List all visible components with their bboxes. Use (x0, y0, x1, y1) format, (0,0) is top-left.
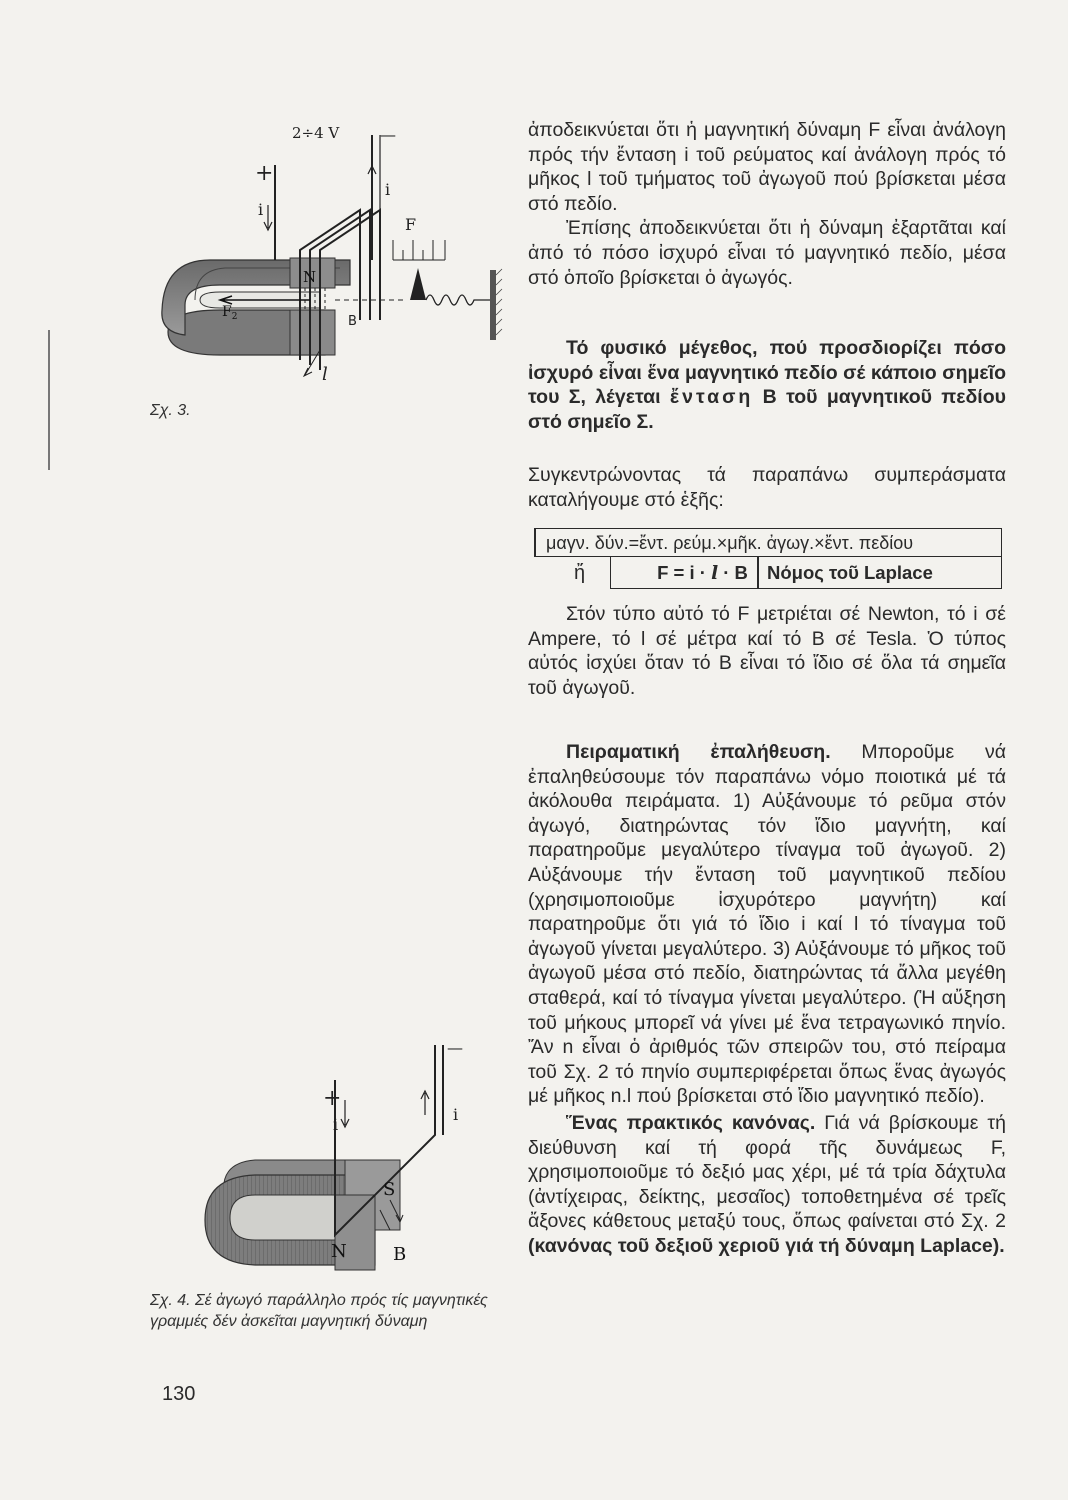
fig4-current-left: i (333, 1115, 339, 1134)
fig4-current-arrow-down (341, 1100, 349, 1127)
formula-box (534, 528, 1004, 590)
wall (490, 270, 496, 340)
rule-paragraph: Ἕνας πρακτικός κανόνας. Γιά νά βρίσκουμε τή διεύθυνση καί τή φορά τῆς δυνάμεως F, χρησιμοποιοῦμε τό δεξιό μας χέρι, μέ τά τρία δάχτυλα (ἀντίχειρας, δείκτης, μεσαῖος) τοποθετημένα σέ τρεῖς ἄξονες κάθετους μεταξύ τους, ὅπως φαίνεται στό Σχ. 2 (κανόνας τοῦ δεξιοῦ χεριοῦ γιά τή δύναμη Laplace). (528, 1111, 1006, 1257)
pointer (410, 268, 426, 300)
definition-block (528, 336, 1006, 434)
fig4-minus: — (447, 1038, 463, 1057)
pole-face-lower (290, 310, 335, 355)
fig3-current-left: i (258, 200, 264, 219)
balance-scale (393, 240, 445, 260)
rule-title: Ἕνας πρακτικός κανόνας. (566, 1111, 816, 1134)
fig3-voltage: 2÷4 V (292, 124, 340, 142)
definition-term: ἔνταση (669, 386, 754, 409)
units-paragraph: Στόν τύπο αὐτό τό F μετριέται σέ Newton, τό i σέ Ampere, τό l σέ μέτρα καί τό B σέ Tesla. Ὁ τύπος αὐτός ἰσχύει ὅταν τό B εἶναι τό ἴδιο σέ ὅλα τά σημεῖα τοῦ ἀγωγοῦ. (528, 603, 1006, 699)
fig3-force-label: F (405, 215, 417, 234)
fig4-field-b: B (393, 1244, 407, 1265)
paragraph-field-dependence: Ἐπίσης ἀποδεικνύεται ὅτι ἡ δύναμη ἐξαρτᾶται καί ἀπό τό πόσο ἰσχυρό εἶναι τό μαγνητικό πεδίο, μέσα στό ὁποῖο βρίσκεται ὁ ἀγωγός. (528, 217, 1006, 289)
spring (426, 295, 490, 305)
current-arrow-up (368, 166, 376, 190)
units-block (528, 602, 1006, 700)
formula-words: μαγν. δύν.=ἔντ. ρεύμ.×μῆκ. ἀγωγ.×ἔντ. πεδίου (534, 528, 1002, 557)
formula-law-name: Νόμος τοῦ Laplace (757, 557, 1002, 589)
fig3-pole-n: N (303, 268, 317, 286)
summary-block (528, 463, 1006, 512)
fig3-f2-label: $F_2$ (222, 304, 238, 322)
figure-3-caption: Σχ. 3. (150, 402, 191, 419)
fig3-field-b: B (348, 314, 357, 329)
fig4-current-arrow-up (421, 1091, 429, 1115)
definition-paragraph: Τό φυσικό μέγεθος, πού προσδιορίζει πόσο ἰσχυρό εἶναι ἕνα μαγνητικό πεδίο σέ κάποιο σημεῖο του Σ, λέγεται ἔνταση B τοῦ μαγνητικοῦ πεδίου στό σημεῖο Σ. (528, 337, 1006, 433)
rule-name: (κανόνας τοῦ δεξιοῦ χεριοῦ γιά τή δύναμη Laplace). (528, 1234, 1005, 1257)
current-arrow-down (264, 205, 272, 230)
fig3-plus: + (255, 161, 274, 186)
fig4-pole-n: N (331, 1241, 347, 1262)
fig3-length-l: l (322, 364, 328, 385)
experiment-title: Πειραματική ἐπαλήθευση. (566, 741, 831, 763)
margin-rule (48, 330, 50, 470)
fig4-current-right: i (453, 1105, 459, 1124)
fig3-current-right: i (385, 180, 391, 199)
figure-4-caption: Σχ. 4. Σέ ἀγωγό παράλληλο πρός τίς μαγνητικές γραμμές δέν ἀσκεῖται μαγνητική δύναμη (150, 1292, 488, 1330)
summary-paragraph: Συγκεντρώνοντας τά παραπάνω συμπεράσματα καταλήγουμε στό ἑξῆς: (528, 464, 1006, 511)
fig4-plus: + (323, 1086, 342, 1111)
figure-3 (150, 110, 520, 420)
top-text (528, 118, 1006, 290)
page-number: 130 (162, 1383, 196, 1405)
formula-or: ἤ (574, 562, 586, 584)
fig3-minus: — (380, 125, 396, 144)
paragraph-force-proportional: ἀποδεικνύεται ὅτι ἡ μαγνητική δύναμη F εἶναι ἀνάλογη πρός τήν ἔνταση i τοῦ ρεύματος καί ἀνάλογη πρός τό μῆκος l τοῦ τμήματος τοῦ ἀγωγοῦ πού βρίσκεται μέσα στό πεδίο. (528, 119, 1006, 215)
figure-4 (195, 1035, 485, 1285)
experiment-paragraph: Πειραματική ἐπαλήθευση. Μποροῦμε νά ἐπαληθεύσουμε τόν παραπάνω νόμο ποιοτικά μέ τά ἀκόλουθα πειράματα. 1) Αὐξάνουμε τό ρεῦμα στόν ἀγωγό, διατηρώντας τόν ἴδιο μαγνήτη, καί παρατηροῦμε μεγαλύτερο τίναγμα τοῦ ἀγωγοῦ. 2) Αὐξάνουμε τήν ἔνταση τοῦ μαγνητικοῦ πεδίου (χρησιμοποιοῦμε ἰσχυρότερο μαγνήτη) καί παρατηροῦμε ὅτι γιά τό ἴδιο i καί l τό τίναγμα τοῦ ἀγωγοῦ γίνεται μεγαλύτερο. 3) Αὐξάνουμε τό μῆκος τοῦ ἀγωγοῦ μέσα στό πεδίο, διατηρώντας τά ἄλλα μεγέθη σταθερά, καί τό τίναγμα γίνεται μεγαλύτερο. (Ἡ αὔξηση τοῦ μήκους μπορεῖ νά γίνει μέ ἕνα τετραγωνικό πηνίο. Ἄν n εἶναι ὁ ἀριθμός τῶν σπειρῶν του, στό πείραμα τοῦ Σχ. 2 τό πηνίο συμπεριφέρεται ὅπως ἕνας ἀγωγός μέ μῆκος n.l πού βρίσκεται στό ἴδιο μαγνητικό πεδίο). (528, 741, 1007, 1108)
fig4-pole-s: S (383, 1179, 396, 1200)
formula-equation: F = i · l · B (610, 557, 794, 589)
experiment-block (528, 740, 1006, 1258)
